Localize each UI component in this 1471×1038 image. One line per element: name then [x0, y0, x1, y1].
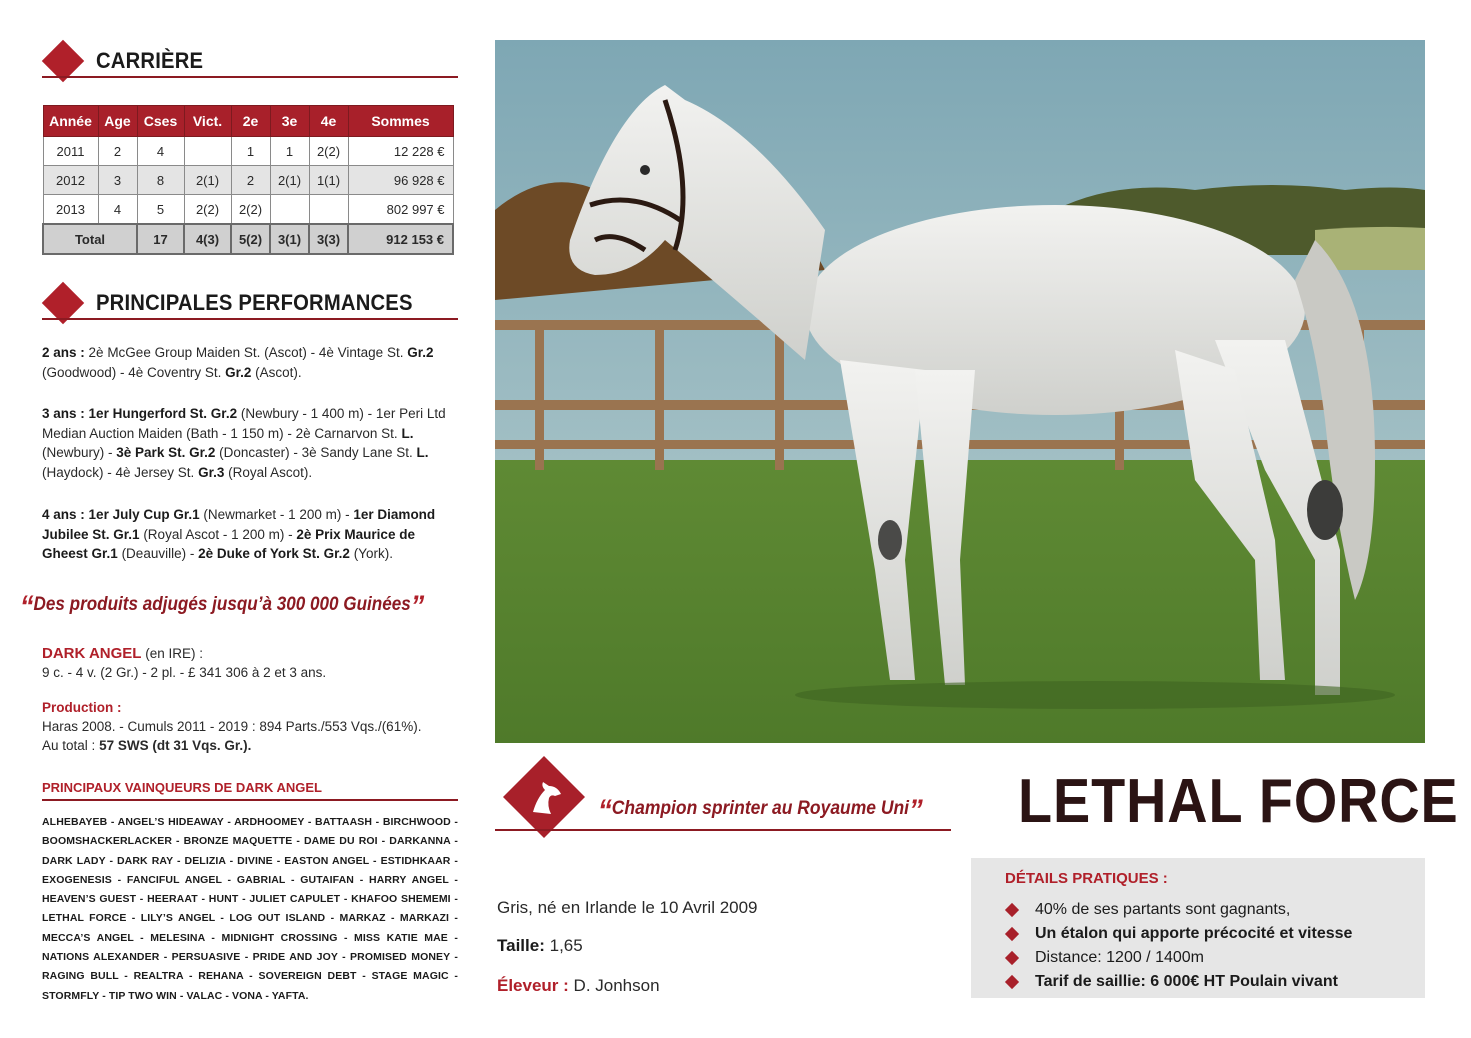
- col-header: Année: [43, 106, 98, 137]
- perf-win: 1er July Cup Gr.1: [88, 507, 200, 522]
- age-label: 2 ans :: [42, 345, 85, 360]
- perf-text: (Ascot).: [255, 364, 302, 380]
- production-text: Au total :: [42, 738, 96, 753]
- sire-origin: (en IRE) :: [145, 646, 203, 661]
- winners-title: PRINCIPAUX VAINQUEURS DE DARK ANGEL: [42, 780, 323, 795]
- birth-info: Gris, né en Irlande le 10 Avril 2009: [497, 898, 758, 917]
- quote-text: Champion sprinter au Royaume Uni: [611, 798, 910, 819]
- details-list: [1005, 898, 1352, 994]
- table-cell: 2: [231, 166, 270, 195]
- perf-win: 1er Diamond Jubilee St. Gr.1: [42, 507, 436, 542]
- height-info: [497, 936, 583, 956]
- perf-grade: L.: [416, 445, 429, 460]
- table-cell: 17: [137, 224, 184, 254]
- quote-text: Des produits adjugés jusqu’à 300 000 Guinées: [33, 594, 411, 615]
- table-cell: 96 928 €: [348, 166, 453, 195]
- performance-3-ans: [42, 404, 458, 482]
- table-row: [43, 195, 453, 225]
- winners-header: [42, 780, 458, 801]
- perf-text: (York).: [353, 546, 393, 561]
- breeder-label: Éleveur :: [497, 976, 569, 995]
- list-item-text: 40% de ses partants sont gagnants,: [1035, 901, 1291, 918]
- table-cell: 2(1): [184, 166, 231, 195]
- divider: [42, 799, 458, 801]
- perf-text: (Newbury - 1 400 m) - 1er Peri Ltd Median Auction Maiden (Bath - 1 150 m) - 2è Carnarvon St.: [42, 406, 446, 441]
- table-cell: 4: [98, 195, 137, 225]
- career-title: CARRIÈRE: [96, 48, 204, 73]
- age-label: 3 ans :: [42, 406, 85, 421]
- age-label: 4 ans :: [42, 507, 85, 522]
- table-cell: 8: [137, 166, 184, 195]
- perf-text: (Haydock) - 4è Jersey St.: [42, 464, 195, 480]
- perf-grade: L.: [401, 425, 414, 441]
- perf-win: 1er Hungerford St. Gr.2: [88, 406, 238, 421]
- height-value: 1,65: [549, 936, 583, 955]
- perf-text: 2è McGee Group Maiden St. (Ascot) - 4è Vintage St.: [88, 345, 404, 360]
- list-item: [1005, 946, 1352, 970]
- diamond-bullet-icon: [1005, 927, 1019, 941]
- table-cell: 912 153 €: [348, 224, 453, 254]
- table-cell: 5(2): [231, 224, 270, 254]
- perf-text: (Doncaster) - 3è Sandy Lane St.: [219, 445, 413, 460]
- table-cell: 3(3): [309, 224, 348, 254]
- col-header: Cses: [137, 106, 184, 137]
- divider: [495, 829, 951, 831]
- table-cell: 3(1): [270, 224, 309, 254]
- perf-text: (Goodwood) - 4è Coventry St.: [42, 364, 222, 380]
- table-cell: 2(1): [270, 166, 309, 195]
- production-text: Haras 2008. - Cumuls 2011 - 2019 : 894 Parts./553 Vqs./(61%).: [42, 719, 422, 734]
- horse-logo-icon: [503, 756, 585, 838]
- total-row: [43, 224, 453, 254]
- table-cell: Total: [43, 224, 137, 254]
- divider: [42, 76, 458, 78]
- table-cell: 2013: [43, 195, 98, 225]
- table-cell: 2011: [43, 137, 98, 166]
- col-header: Sommes: [348, 106, 453, 137]
- table-cell: 1: [270, 137, 309, 166]
- perf-grade: Gr.2: [407, 345, 434, 360]
- perf-text: (Royal Ascot - 1 200 m) -: [143, 526, 293, 542]
- breeder-value: D. Jonhson: [573, 976, 660, 995]
- col-header: 3e: [270, 106, 309, 137]
- table-row: [43, 166, 453, 195]
- table-cell: 5: [137, 195, 184, 225]
- list-item: [1005, 898, 1352, 922]
- perf-text: (Newbury) -: [42, 445, 113, 460]
- table-cell: 1(1): [309, 166, 348, 195]
- table-cell: 2: [98, 137, 137, 166]
- performances-title: PRINCIPALES PERFORMANCES: [96, 290, 413, 315]
- table-row: [43, 137, 453, 166]
- perf-win: 2è Duke of York St. Gr.2: [198, 546, 350, 561]
- sire-name: DARK ANGEL: [42, 645, 142, 662]
- perf-text: (Deauville) -: [121, 546, 195, 561]
- list-item: [1005, 922, 1352, 946]
- table-cell: 2(2): [309, 137, 348, 166]
- perf-win: 2è Prix Maurice de Gheest Gr.1: [42, 526, 415, 561]
- col-header: 4e: [309, 106, 348, 137]
- sire-block: [42, 644, 326, 682]
- perf-grade: Gr.2: [225, 364, 252, 380]
- performances-section-header: [42, 284, 458, 328]
- col-header: Age: [98, 106, 137, 137]
- quote-mark-icon: “: [20, 590, 34, 623]
- table-cell: 2(2): [184, 195, 231, 225]
- horse-photo: [495, 40, 1425, 743]
- career-header-row: [43, 106, 453, 137]
- col-header: Vict.: [184, 106, 231, 137]
- table-cell: 2012: [43, 166, 98, 195]
- pull-quote-right: [598, 794, 923, 828]
- table-cell: 2(2): [231, 195, 270, 225]
- table-cell: [184, 137, 231, 166]
- col-header: 2e: [231, 106, 270, 137]
- list-item-text: Un étalon qui apporte précocité et vitesse: [1035, 925, 1353, 942]
- quote-mark-icon: ”: [909, 794, 923, 827]
- details-title: DÉTAILS PRATIQUES :: [1005, 870, 1168, 887]
- performance-4-ans: [42, 505, 458, 564]
- performance-2-ans: [42, 343, 458, 382]
- horse-head-icon: [515, 768, 573, 826]
- divider: [42, 318, 458, 320]
- perf-grade: Gr.3: [198, 464, 225, 480]
- quote-mark-icon: ”: [410, 590, 425, 623]
- table-cell: [309, 195, 348, 225]
- winners-list: ALHEBAYEB - ANGEL’S HIDEAWAY - ARDHOOMEY - BATTAASH - BIRCHWOOD - BOOMSHACKERLACKER - BRONZE MAQUETTE - DAME DU ROI - DARKANNA - DARK LADY - DARK RAY - DELIZIA - DIVINE - EASTON ANGEL - ESTIDHKAAR - EXOGENESIS - FANCIFUL ANGEL - GABRIAL - GUTAIFAN - HARRY ANGEL - HEAVEN’S GUEST - HEERAAT - HUNT - JULIET CAPULET - KHAFOO SHEMEMI - LETHAL FORCE - LILY’S ANGEL - LOG OUT ISLAND - MARKAZ - MARKAZI - MECCA’S ANGEL - MELESINA - MIDNIGHT CROSSING - MISS KATIE MAE - NATIONS ALEXANDER - PERSUASIVE - PRIDE AND JOY - PROMISED MONEY - RAGING BULL - REALTRA - REHANA - SOVEREIGN DEBT - STAGE MAGIC - STORMFLY - TIP TWO WIN - VALAC - VONA - YAFTA.: [42, 816, 458, 1002]
- perf-text: (Newmarket - 1 200 m) -: [203, 507, 350, 522]
- sire-record: 9 c. - 4 v. (2 Gr.) - 2 pl. - £ 341 306 à 2 et 3 ans.: [42, 665, 327, 680]
- career-table: [42, 105, 454, 255]
- perf-win: 3è Park St. Gr.2: [116, 445, 216, 460]
- list-item: [1005, 970, 1352, 994]
- table-cell: 3: [98, 166, 137, 195]
- list-item-text: Distance: 1200 / 1400m: [1035, 949, 1204, 966]
- table-cell: 1: [231, 137, 270, 166]
- list-item-text: Tarif de saillie: 6 000€ HT Poulain vivant: [1035, 973, 1338, 990]
- production-label: Production :: [42, 700, 122, 715]
- table-cell: 802 997 €: [348, 195, 453, 225]
- production-block: [42, 698, 421, 755]
- pull-quote-left: [20, 590, 424, 624]
- perf-text: (Royal Ascot).: [228, 464, 313, 480]
- breeder-info: [497, 976, 660, 996]
- diamond-bullet-icon: [1005, 903, 1019, 917]
- table-cell: 12 228 €: [348, 137, 453, 166]
- production-total: 57 SWS (dt 31 Vqs. Gr.).: [99, 738, 252, 753]
- horse-name: LETHAL FORCE: [1018, 767, 1459, 836]
- table-cell: 4(3): [184, 224, 231, 254]
- height-label: Taille:: [497, 936, 545, 955]
- quote-mark-icon: “: [598, 794, 612, 827]
- diamond-bullet-icon: [1005, 975, 1019, 989]
- table-cell: [270, 195, 309, 225]
- horse-photo-illustration: [495, 40, 1425, 743]
- table-cell: 4: [137, 137, 184, 166]
- career-section-header: [42, 42, 458, 86]
- details-box: [971, 858, 1425, 998]
- diamond-bullet-icon: [1005, 951, 1019, 965]
